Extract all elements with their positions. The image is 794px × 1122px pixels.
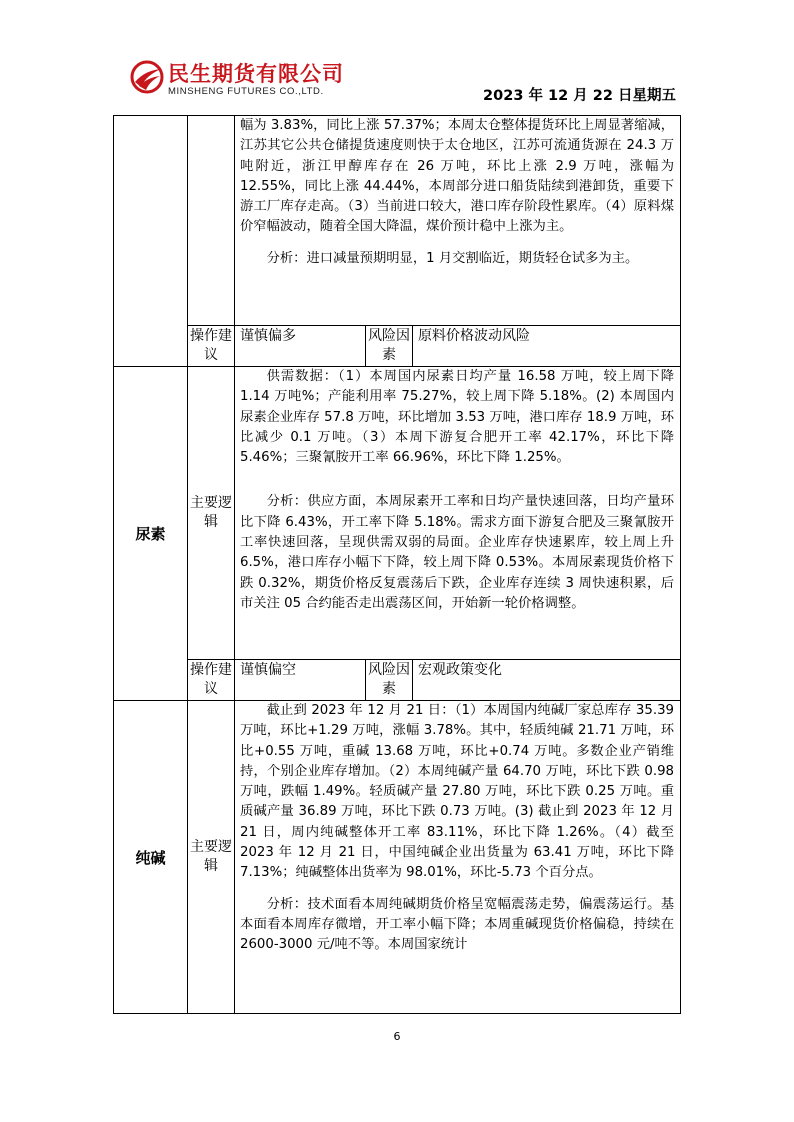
- methanol-logic-label-cell: [188, 116, 235, 326]
- urea-supply-demand: 供需数据：（1）本周国内尿素日均产量 16.58 万吨，较上周下降 1.14 万吨%；产能利用率 75.27%，较上周下降 5.18%。(2) 本周国内尿素企业库存 57.8 万吨，环比增加 3.53 万吨，港口库存 18.9 万吨，环比减少 0.1 万吨。（3）本周下游复合肥开工率 42.17%，环比下降 5.46%；三聚氰胺开工率 66.96%，环比下降 1.25%。: [240, 369, 674, 466]
- urea-analysis: 分析：供应方面，本周尿素开工率和日均产量快速回落，日均产量环比下降 6.43%，开工率下降 5.18%。需求方面下游复合肥及三聚氰胺开工率快速回落，呈现供需双弱的局面。企业库存快速累库，较上周上升 6.5%，港口库存小幅下下降，较上周下降 0.53%。本周尿素现货价格下跌 0.32%，期货价格反复震荡后下跌，企业库存连续 3 周快速积累，后市关注 05 合约能否走出震荡区间，开始新一轮价格调整。: [240, 494, 674, 611]
- methanol-risk-label: 风险因素: [366, 326, 413, 366]
- urea-advice-value: 谨慎偏空: [235, 660, 366, 700]
- methanol-analysis: 分析：进口减量预期明显，1 月交割临近，期货轻仓试多为主。: [266, 250, 639, 266]
- soda-logic-content: [235, 701, 681, 1014]
- methanol-advice-cell: [235, 326, 681, 367]
- methanol-category-cell: [114, 116, 188, 367]
- logo-english-name: MINSHENG FUTURES CO.,LTD.: [168, 86, 324, 97]
- methanol-risk-value: 原料价格波动风险: [418, 328, 530, 344]
- methanol-paragraph-1: 幅为 3.83%，同比上涨 57.37%；本周太仓整体提货环比上周显著缩减，江苏其它公共仓储提货速度则快于太仓地区，江苏可流通货源在 24.3 万吨附近，浙江甲醇库存在 26 万吨，环比上涨 2.9 万吨，涨幅为 12.55%，同比上涨 44.44%，本周部分进口船货陆续到港卸货，重要下游工厂库存走高。（3）当前进口较大，港口库存阶段性累库。（4）原料煤价窄幅波动，随着全国大降温，煤价预计稳中上涨为主。: [240, 118, 674, 235]
- minsheng-logo-icon: [130, 60, 164, 94]
- urea-logic-row: [114, 367, 681, 660]
- company-logo: [130, 56, 370, 102]
- soda-logic-row: [114, 701, 681, 1014]
- soda-data: 截止到 2023 年 12 月 21 日：（1）本周国内纯碱厂家总库存 35.39 万吨，环比+1.29 万吨，涨幅 3.78%。其中，轻质纯碱 21.71 万吨，环比+0.55 万吨，重碱 13.68 万吨，环比+0.74 万吨。多数企业产销维持，个别企业库存增加。（2）本周纯碱产量 64.70 万吨，环比下跌 0.98 万吨，跌幅 1.49%。轻质碱产量 27.80 万吨，环比下跌 0.25 万吨。重质碱产量 36.89 万吨，环比下跌 0.73 万吨。(3) 截止到 2023 年 12 月 21 日，周内纯碱整体开工率 83.11%，环比下降 1.26%。（4）截至 2023 年 12 月 21 日，中国纯碱企业出货量为 63.41 万吨，环比下降 7.13%；纯碱整体出货率为 98.01%，环比-5.73 个百分点。: [240, 703, 674, 881]
- soda-category: 纯碱: [114, 701, 188, 1014]
- report-table: [113, 115, 681, 1014]
- urea-risk-label: 风险因素: [366, 660, 413, 700]
- report-date: 2023 年 12 月 22 日星期五: [483, 88, 676, 104]
- methanol-advice-label: 操作建议: [188, 326, 235, 367]
- urea-logic-content: [235, 367, 681, 660]
- page-number: 6: [393, 1030, 401, 1043]
- soda-logic-label: 主要逻辑: [188, 701, 235, 1014]
- urea-advice-label: 操作建议: [188, 660, 235, 701]
- methanol-logic-content: [235, 116, 681, 326]
- methanol-advice-row: [114, 326, 681, 367]
- methanol-advice-value: 谨慎偏多: [235, 326, 366, 366]
- urea-advice-cell: [235, 660, 681, 701]
- urea-advice-row: [114, 660, 681, 701]
- logo-chinese-name: 民生期货有限公司: [168, 62, 344, 86]
- urea-category: 尿素: [114, 367, 188, 701]
- urea-logic-label: 主要逻辑: [188, 367, 235, 660]
- soda-analysis: 分析：技术面看本周纯碱期货价格呈宽幅震荡走势，偏震荡运行。基本面看本周库存微增，开工率小幅下降；本周重碱现货价格偏稳，持续在 2600-3000 元/吨不等。本周国家统计: [240, 896, 674, 953]
- methanol-logic-row: [114, 116, 681, 326]
- urea-risk-value: 宏观政策变化: [418, 662, 502, 678]
